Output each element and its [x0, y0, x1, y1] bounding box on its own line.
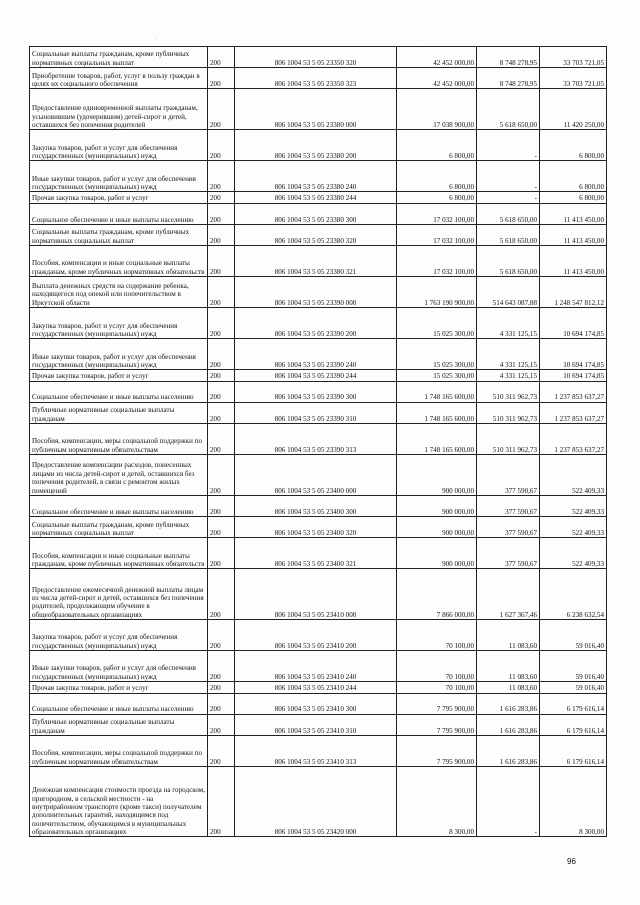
row-code-cell: 200: [208, 569, 235, 620]
row-name-cell: Иные закупки товаров, работ и услуг для обеспечения государственных (муниципальных) нужд: [30, 651, 208, 682]
row-kbk-cell: 806 1004 53 5 05 23350 323: [235, 68, 397, 89]
row-approved-cell: 900 000,00: [397, 517, 477, 538]
row-kbk-cell: 806 1004 53 5 05 23420 000: [235, 766, 397, 836]
row-approved-cell: 17 032 100,00: [397, 246, 477, 277]
row-name-cell: Денежная компенсация стоимости проезда на городском, пригородном, в сельской местности - на внутрирайонном транспорте (кроме такси) получателем дополнительных гарантий, находящимся под попечительством, обучающимся в муниципальных образовательных организациях: [30, 766, 208, 836]
row-approved-cell: 8 300,00: [397, 766, 477, 836]
row-remaining-cell: 522 409,33: [540, 455, 607, 496]
row-approved-cell: 1 748 165 600,00: [397, 423, 477, 454]
row-approved-cell: 6 800,00: [397, 161, 477, 192]
row-remaining-cell: 11 413 450,00: [540, 224, 607, 245]
table-row: [30, 735, 607, 766]
row-executed-cell: 377 590,67: [477, 538, 540, 569]
table-row: [30, 495, 607, 516]
row-kbk-cell: 806 1004 53 5 05 23410 300: [235, 693, 397, 714]
row-remaining-cell: 33 703 721,05: [540, 68, 607, 89]
row-name-cell: Пособия, компенсации, меры социальной поддержки по публичным нормативным обязательствам: [30, 423, 208, 454]
row-approved-cell: 7 795 900,00: [397, 714, 477, 735]
row-kbk-cell: 806 1004 53 5 05 23390 000: [235, 277, 397, 308]
row-name-cell: Выплата денежных средств на содержание ребенка, находящегося под опекой или попечительством в Иркутской области: [30, 277, 208, 308]
row-approved-cell: 7 866 000,00: [397, 569, 477, 620]
row-code-cell: 200: [208, 339, 235, 370]
row-executed-cell: 8 748 278,95: [477, 68, 540, 89]
row-code-cell: 200: [208, 89, 235, 130]
row-name-cell: Предоставление компенсации расходов, понесенных лицами из числа детей-сирот и детей, оставшихся без попечения родителей, в связи с ремонтом жилых помещений: [30, 455, 208, 496]
row-remaining-cell: 6 238 632,54: [540, 569, 607, 620]
row-kbk-cell: 806 1004 53 5 05 23390 244: [235, 370, 397, 381]
table-row: [30, 423, 607, 454]
row-approved-cell: 6 800,00: [397, 192, 477, 203]
row-name-cell: Иные закупки товаров, работ и услуг для обеспечения государственных (муниципальных) нужд: [30, 339, 208, 370]
row-name-cell: Предоставление единовременной выплаты гражданам, усыновившим (удочерившим) детей-сирот и детей, оставшихся без попечения родителей: [30, 89, 208, 130]
scan-artifact: ·: [420, 38, 422, 44]
table-row: [30, 714, 607, 735]
row-code-cell: 200: [208, 308, 235, 339]
row-approved-cell: 1 748 165 600,00: [397, 381, 477, 402]
row-remaining-cell: 59 016,40: [540, 620, 607, 651]
row-name-cell: Прочая закупка товаров, работ и услуг: [30, 192, 208, 203]
row-executed-cell: 5 618 650,00: [477, 203, 540, 224]
row-kbk-cell: 806 1004 53 5 05 23380 300: [235, 203, 397, 224]
table-row: [30, 161, 607, 192]
row-executed-cell: 11 083,60: [477, 651, 540, 682]
row-kbk-cell: 806 1004 53 5 05 23410 313: [235, 735, 397, 766]
row-name-cell: Социальные выплаты гражданам, кроме публичных нормативных социальных выплат: [30, 47, 208, 68]
row-executed-cell: 11 083,60: [477, 620, 540, 651]
row-code-cell: 200: [208, 277, 235, 308]
row-kbk-cell: 806 1004 53 5 05 23380 240: [235, 161, 397, 192]
table-row: [30, 538, 607, 569]
row-code-cell: 200: [208, 370, 235, 381]
row-code-cell: 200: [208, 130, 235, 161]
table-row: [30, 192, 607, 203]
row-approved-cell: 17 032 100,00: [397, 224, 477, 245]
row-kbk-cell: 806 1004 53 5 05 23410 310: [235, 714, 397, 735]
row-approved-cell: 42 452 000,00: [397, 68, 477, 89]
row-kbk-cell: 806 1004 53 5 05 23400 000: [235, 455, 397, 496]
row-kbk-cell: 806 1004 53 5 05 23380 200: [235, 130, 397, 161]
page-number: 96: [567, 857, 576, 866]
row-kbk-cell: 806 1004 53 5 05 23400 300: [235, 495, 397, 516]
table-row: [30, 130, 607, 161]
row-name-cell: Приобретение товаров, работ, услуг в пользу граждан в целях их социального обеспечения: [30, 68, 208, 89]
row-code-cell: 200: [208, 192, 235, 203]
table-row: [30, 89, 607, 130]
row-code-cell: 200: [208, 246, 235, 277]
row-name-cell: Закупка товаров, работ и услуг для обеспечения государственных (муниципальных) нужд: [30, 620, 208, 651]
row-remaining-cell: 10 694 174,85: [540, 370, 607, 381]
table-row: [30, 620, 607, 651]
row-code-cell: 200: [208, 381, 235, 402]
row-code-cell: 200: [208, 455, 235, 496]
table-row: [30, 277, 607, 308]
row-kbk-cell: 806 1004 53 5 05 23410 244: [235, 682, 397, 693]
row-kbk-cell: 806 1004 53 5 05 23390 310: [235, 402, 397, 423]
row-executed-cell: 1 616 283,86: [477, 693, 540, 714]
row-executed-cell: 514 643 087,88: [477, 277, 540, 308]
row-kbk-cell: 806 1004 53 5 05 23390 300: [235, 381, 397, 402]
row-approved-cell: 70 100,00: [397, 651, 477, 682]
row-approved-cell: 7 795 900,00: [397, 693, 477, 714]
row-remaining-cell: 1 237 853 637,27: [540, 381, 607, 402]
row-remaining-cell: 10 694 174,85: [540, 339, 607, 370]
row-name-cell: Пособия, компенсации и иные социальные выплаты гражданам, кроме публичных нормативных обязательств: [30, 246, 208, 277]
row-executed-cell: -: [477, 192, 540, 203]
row-remaining-cell: 1 248 547 812,12: [540, 277, 607, 308]
row-executed-cell: -: [477, 130, 540, 161]
row-approved-cell: 900 000,00: [397, 455, 477, 496]
row-remaining-cell: 6 800,00: [540, 130, 607, 161]
row-remaining-cell: 522 409,33: [540, 538, 607, 569]
table-row: [30, 682, 607, 693]
row-kbk-cell: 806 1004 53 5 05 23410 000: [235, 569, 397, 620]
row-executed-cell: 8 748 278,95: [477, 47, 540, 68]
row-remaining-cell: 8 300,00: [540, 766, 607, 836]
table-row: [30, 308, 607, 339]
row-executed-cell: 510 311 962,73: [477, 423, 540, 454]
row-code-cell: 200: [208, 651, 235, 682]
row-remaining-cell: 6 800,00: [540, 161, 607, 192]
table-row: [30, 402, 607, 423]
row-approved-cell: 15 025 300,00: [397, 339, 477, 370]
row-approved-cell: 900 000,00: [397, 538, 477, 569]
row-name-cell: Пособия, компенсации, меры социальной поддержки по публичным нормативным обязательствам: [30, 735, 208, 766]
row-code-cell: 200: [208, 620, 235, 651]
row-name-cell: Публичные нормативные социальные выплаты гражданам: [30, 714, 208, 735]
row-remaining-cell: 10 694 174,85: [540, 308, 607, 339]
row-code-cell: 200: [208, 161, 235, 192]
row-remaining-cell: 11 420 250,00: [540, 89, 607, 130]
scan-artifact: ·: [155, 37, 157, 43]
row-name-cell: Прочая закупка товаров, работ и услуг: [30, 682, 208, 693]
row-approved-cell: 70 100,00: [397, 682, 477, 693]
row-remaining-cell: 522 409,33: [540, 517, 607, 538]
row-remaining-cell: 522 409,33: [540, 495, 607, 516]
table-row: [30, 370, 607, 381]
row-executed-cell: 1 627 367,46: [477, 569, 540, 620]
row-name-cell: Предоставление ежемесячной денежной выплаты лицам из числа детей-сирот и детей, оставшихся без попечения родителей, продолжающим обучение в общеобразовательных организациях: [30, 569, 208, 620]
row-name-cell: Социальное обеспечение и иные выплаты населению: [30, 203, 208, 224]
budget-execution-table: [29, 46, 607, 837]
row-code-cell: 200: [208, 766, 235, 836]
row-executed-cell: -: [477, 766, 540, 836]
row-remaining-cell: 6 179 616,14: [540, 693, 607, 714]
row-remaining-cell: 6 800,00: [540, 192, 607, 203]
row-code-cell: 200: [208, 517, 235, 538]
row-code-cell: 200: [208, 68, 235, 89]
row-code-cell: 200: [208, 495, 235, 516]
row-kbk-cell: 806 1004 53 5 05 23390 240: [235, 339, 397, 370]
row-executed-cell: -: [477, 161, 540, 192]
row-code-cell: 200: [208, 538, 235, 569]
row-approved-cell: 17 038 900,00: [397, 89, 477, 130]
row-name-cell: Социальное обеспечение и иные выплаты населению: [30, 381, 208, 402]
row-name-cell: Социальные выплаты гражданам, кроме публичных нормативных социальных выплат: [30, 224, 208, 245]
row-kbk-cell: 806 1004 53 5 05 23390 200: [235, 308, 397, 339]
row-kbk-cell: 806 1004 53 5 05 23350 320: [235, 47, 397, 68]
row-executed-cell: 11 083,60: [477, 682, 540, 693]
row-code-cell: 200: [208, 423, 235, 454]
table-row: [30, 569, 607, 620]
row-code-cell: 200: [208, 693, 235, 714]
row-kbk-cell: 806 1004 53 5 05 23390 313: [235, 423, 397, 454]
row-executed-cell: 1 616 283,86: [477, 714, 540, 735]
row-approved-cell: 15 025 300,00: [397, 370, 477, 381]
row-approved-cell: 7 795 900,00: [397, 735, 477, 766]
row-name-cell: Публичные нормативные социальные выплаты гражданам: [30, 402, 208, 423]
row-remaining-cell: 33 703 721,05: [540, 47, 607, 68]
row-approved-cell: 42 452 000,00: [397, 47, 477, 68]
row-name-cell: Закупка товаров, работ и услуг для обеспечения государственных (муниципальных) нужд: [30, 308, 208, 339]
table-body: [30, 47, 607, 837]
row-code-cell: 200: [208, 224, 235, 245]
row-name-cell: Пособия, компенсации и иные социальные выплаты гражданам, кроме публичных нормативных обязательств: [30, 538, 208, 569]
table-row: [30, 455, 607, 496]
row-approved-cell: 1 748 165 600,00: [397, 402, 477, 423]
row-executed-cell: 510 311 962,73: [477, 402, 540, 423]
row-remaining-cell: 1 237 853 637,27: [540, 423, 607, 454]
row-name-cell: Прочая закупка товаров, работ и услуг: [30, 370, 208, 381]
table-row: [30, 47, 607, 68]
row-kbk-cell: 806 1004 53 5 05 23400 320: [235, 517, 397, 538]
row-executed-cell: 5 618 650,00: [477, 89, 540, 130]
row-code-cell: 200: [208, 203, 235, 224]
row-executed-cell: 510 311 962,73: [477, 381, 540, 402]
row-remaining-cell: 11 413 450,00: [540, 246, 607, 277]
row-approved-cell: 70 100,00: [397, 620, 477, 651]
row-code-cell: 200: [208, 735, 235, 766]
row-kbk-cell: 806 1004 53 5 05 23380 000: [235, 89, 397, 130]
row-kbk-cell: 806 1004 53 5 05 23410 240: [235, 651, 397, 682]
row-executed-cell: 5 618 650,00: [477, 224, 540, 245]
row-name-cell: Социальные выплаты гражданам, кроме публичных нормативных социальных выплат: [30, 517, 208, 538]
row-approved-cell: 1 763 190 900,00: [397, 277, 477, 308]
table-row: [30, 693, 607, 714]
row-remaining-cell: 6 179 616,14: [540, 735, 607, 766]
table-row: [30, 651, 607, 682]
table-row: [30, 246, 607, 277]
table-row: [30, 224, 607, 245]
table-row: [30, 517, 607, 538]
row-approved-cell: 900 000,00: [397, 495, 477, 516]
row-name-cell: Иные закупки товаров, работ и услуг для обеспечения государственных (муниципальных) нужд: [30, 161, 208, 192]
row-remaining-cell: 1 237 853 637,27: [540, 402, 607, 423]
table-row: [30, 766, 607, 836]
row-kbk-cell: 806 1004 53 5 05 23380 320: [235, 224, 397, 245]
row-remaining-cell: 11 413 450,00: [540, 203, 607, 224]
row-kbk-cell: 806 1004 53 5 05 23380 321: [235, 246, 397, 277]
row-code-cell: 200: [208, 402, 235, 423]
row-approved-cell: 17 032 100,00: [397, 203, 477, 224]
row-executed-cell: 4 331 125,15: [477, 370, 540, 381]
row-remaining-cell: 59 016,40: [540, 682, 607, 693]
row-kbk-cell: 806 1004 53 5 05 23380 244: [235, 192, 397, 203]
row-remaining-cell: 6 179 616,14: [540, 714, 607, 735]
row-kbk-cell: 806 1004 53 5 05 23400 321: [235, 538, 397, 569]
row-name-cell: Закупка товаров, работ и услуг для обеспечения государственных (муниципальных) нужд: [30, 130, 208, 161]
row-kbk-cell: 806 1004 53 5 05 23410 200: [235, 620, 397, 651]
row-executed-cell: 377 590,67: [477, 495, 540, 516]
row-code-cell: 200: [208, 714, 235, 735]
row-code-cell: 200: [208, 47, 235, 68]
row-remaining-cell: 59 016,40: [540, 651, 607, 682]
row-executed-cell: 4 331 125,15: [477, 339, 540, 370]
row-executed-cell: 4 331 125,15: [477, 308, 540, 339]
row-executed-cell: 5 618 650,00: [477, 246, 540, 277]
table-row: [30, 381, 607, 402]
table-row: [30, 339, 607, 370]
row-approved-cell: 6 800,00: [397, 130, 477, 161]
row-code-cell: 200: [208, 682, 235, 693]
row-name-cell: Социальное обеспечение и иные выплаты населению: [30, 693, 208, 714]
row-executed-cell: 1 616 283,86: [477, 735, 540, 766]
row-executed-cell: 377 590,67: [477, 517, 540, 538]
row-approved-cell: 15 025 300,00: [397, 308, 477, 339]
row-executed-cell: 377 590,67: [477, 455, 540, 496]
row-name-cell: Социальное обеспечение и иные выплаты населению: [30, 495, 208, 516]
table-row: [30, 68, 607, 89]
table-row: [30, 203, 607, 224]
